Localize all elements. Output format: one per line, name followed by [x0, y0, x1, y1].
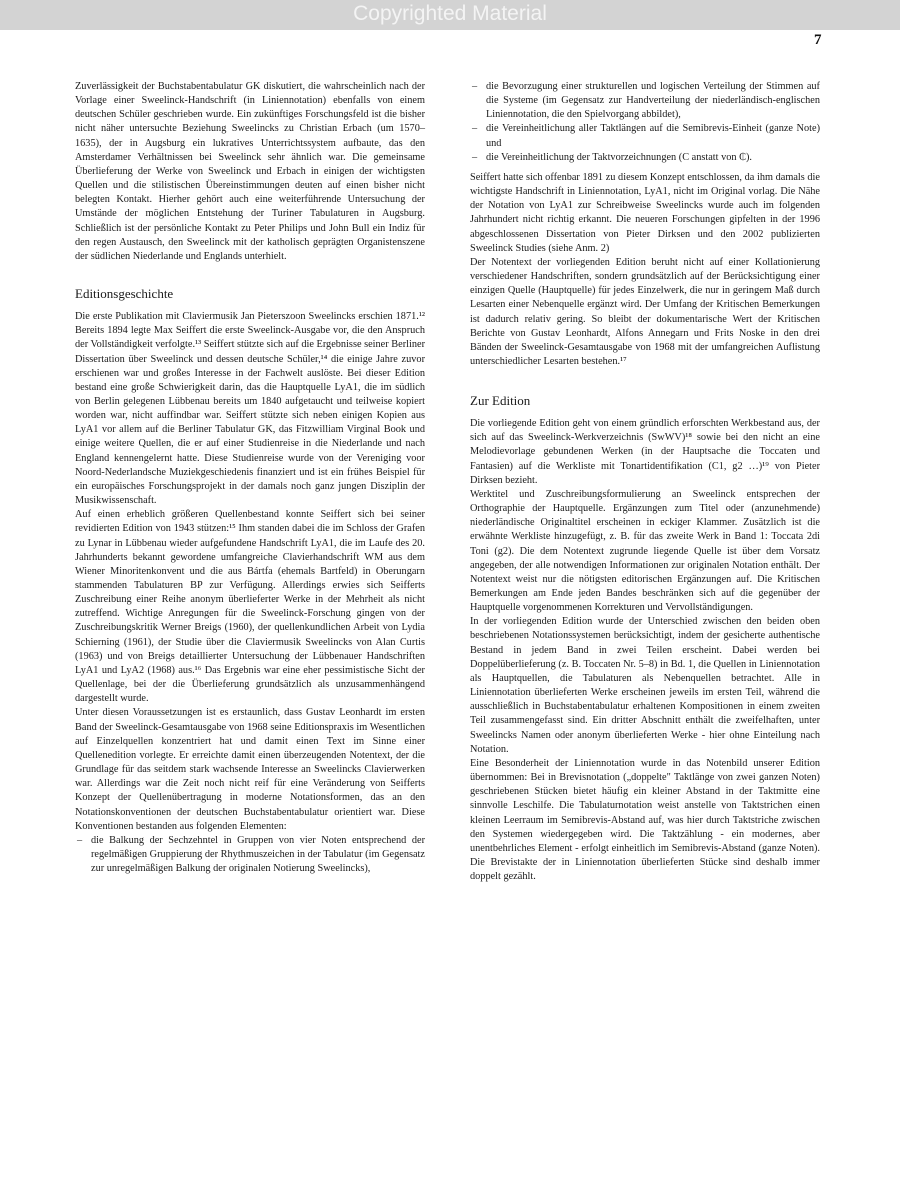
list [75, 834, 425, 876]
right-column [470, 80, 820, 884]
section-heading-editionsgeschichte: Editionsgeschichte [75, 286, 174, 302]
paragraph: Unter diesen Voraussetzungen ist es erstaunlich, dass Gustav Leonhardt im ersten Band der Sweelinck-Gesamtausgabe von 1968 seine Editionspraxis im Wesentlichen auf Einzelquellen konzentriert hat und damit einen Text im Sinne einer Quellenedition vorlegte. Er erreichte damit einen überzeugenden Notentext, der die Grundlage für das seitdem stark wachsende Interesse an Sweelincks Clavierwerken war. Allerdings war die Zeit noch nicht reif für eine Veränderung von Seifferts Konzept der Quellenübertragung in moderne Notationsformen, das an den Notationskonventionen der deutschen Buchstabentabulatur orientiert war. Diese Konventionen bestanden aus folgenden Elementen: [75, 707, 425, 832]
list-item: – die Vereinheitlichung aller Taktlängen auf die Semibrevis-Einheit (ganze Note) und [470, 122, 820, 150]
list [470, 80, 820, 165]
paragraph: Werktitel und Zuschreibungsformulierung an Sweelinck entsprechen der Orthographie der Hauptquelle. Ergänzungen zum Titel oder (anzunehmende) niederländische Originaltitel erscheinen in eckiger Klammer. Zusätzlich ist die erwähnte Werkliste hinzugefügt, z. B. für das zweite Werk in Band 1: Toccata 2di Toni (g2). Die dem Notentext zugrunde liegende Quelle ist über dem Vorsatz angegeben, der alle notwendigen Informationen zur originalen Notation enthält. Der Notentext weist nur die nötigsten editorischen Ergänzungen auf. Die Kritischen Bemerkungen am Ende jeden Bandes beschränken sich auf die gegenüber der Hauptquelle vorgenommenen Korrekturen und Vervollständigungen. [470, 488, 820, 614]
list-item: – die Balkung der Sechzehntel in Gruppen von vier Noten entsprechend der regelmäßigen Gruppierung der Rhythmuszeichen in der Tabulatur (im Gegensatz zur unregelmäßigen Balkung der originalen Notierung Sweelincks), [75, 834, 425, 876]
paragraph: Zuverlässigkeit der Buchstabentabulatur GK diskutiert, die wahrscheinlich nach der Vorlage einer Sweelinck-Handschrift (in Liniennotation) ebenfalls von einem deutschen Schüler geschrieben wurde. Ein zukünftiges Forschungsfeld ist die bisher nicht näher untersuchte Beziehung Sweelincks zu Christian Erbach (um 1570–1635), der in Augsburg ein lukratives Unterrichtssystem aufbaute, das den Amsterdamer Verhältnissen bei Sweelinck sehr ähnlich war. Die gemeinsame Überlieferung der Werke von Sweelinck und Erbach in einigen der wichtigsten Quellen und die stilistischen Übereinstimmungen deuten auf einen bisher nicht belegten Kontakt. Hierher gehört auch eine weiterführende Untersuchung der Umstände der möglichen Entstehung der Turiner Tabulaturen in Augsburg. Schließlich ist der persönliche Kontakt zu Peter Philips und John Bull ein Indiz für den regen Austausch, den Sweelinck mit der katholisch geprägten Organistenszene der südlichen Niederlande und Englands unterhielt. [75, 81, 425, 262]
paragraph: Die vorliegende Edition geht von einem gründlich erforschten Werkbestand aus, der sich auf das Sweelinck-Werkverzeichnis (SwWV)¹⁸ sowie bei den nicht an eine Melodievorlage gebundenen Werken (in der Hauptsache die Toccaten und Fantasien) auf die Werkliste mit Tonartidentifikation (C1, g2 …)¹⁹ von Pieter Dirksen bezieht. [470, 418, 820, 486]
paragraph: In der vorliegenden Edition wurde der Unterschied zwischen den beiden oben beschriebenen Notationssystemen berücksichtigt, indem der gesicherte authentische Bestand in jedem Band in zwei Teilen erscheint. Dabei werden bei Doppelüberlieferung (z. B. Toccaten Nr. 5–8) in Bd. 1, die Quellen in Liniennotation als Hauptquellen, die Tabulaturen als Nebenquellen betrachtet. Alle in Liniennotation überlieferten Werke erscheinen jeweils im ersten Teil, während die ausschließlich in Buchstabentabulatur erhaltenen Kompositionen in einem zweiten Teil zusammengefasst sind. Ein dritter Abschnitt enthält die zweifelhaften, unter Sweelincks Namen oder anonym überlieferten Werke - hier ohne Einteilung nach Notation. [470, 616, 820, 755]
section-heading-zur-edition: Zur Edition [470, 393, 531, 409]
left-column [75, 80, 425, 876]
copyright-text: Copyrighted Material [353, 2, 547, 25]
list-item: – die Bevorzugung einer strukturellen und logischen Verteilung der Stimmen auf die Systeme (im Gegensatz zur Handverteilung der niederländisch-englischen Liniennotation, die den Spielvorgang abbildet), [470, 80, 820, 122]
paragraph: Seiffert hatte sich offenbar 1891 zu diesem Konzept entschlossen, da ihm damals die wichtigste Handschrift in Liniennotation, LyA1, nicht im Original vorlag. Die Nähe der Notation von LyA1 zur Schreibweise Sweelincks wurde auch im folgenden Jahrhundert nicht richtig erkannt. Die neueren Forschungen gipfelten in der 1996 abgeschlossenen Dissertation von Pieter Dirksen und den 2002 publizierten Sweelinck Studies (siehe Anm. 2) [470, 171, 820, 254]
copyright-banner [0, 0, 900, 30]
paragraph: Der Notentext der vorliegenden Edition beruht nicht auf einer Kollationierung verschiedener Handschriften, sondern grundsätzlich auf der Berücksichtigung einer einzigen Quelle (Hauptquelle) für jedes Einzelwerk, die nur in geringem Maß durch Lesarten einer Nebenquelle ergänzt wird. Der Umfang der Kritischen Bemerkungen ist dadurch relativ gering. So bleibt der dokumentarische Wert der Kritischen Berichte von Gustav Leonhardt, Alfons Annegarn und Frits Noske in den drei Bänden der Sweelinck-Gesamtausgabe von 1968 mit der umfangreichen Auflistung unterschiedlicher Lesarten bestehen.¹⁷ [470, 256, 820, 367]
paragraph: Auf einen erheblich größeren Quellenbestand konnte Seiffert sich bei seiner revidierten Edition von 1943 stützen:¹⁵ Ihm standen dabei die im Schloss der Grafen zu Lynar in Lübbenau wieder aufgefundene Handschrift LyA1, die im Laufe des 20. Jahrhunderts bekannt gewordene umfangreiche Clavierhandschrift WM aus dem Wiener Minoritenkonvent und die aus Bártfa (ehemals Bartfeld) in Oberungarn stammenden Tabulaturen BP zur Verfügung. Allerdings erwies sich Seifferts Zuschreibung einer Reihe anonym überlieferter Werke in der Mehrheit als nicht zutreffend. Wichtige Anregungen für die Sweelinck-Forschung gingen von der Zuschreibungskritik Werner Breigs (1960), der quellenkundlichen Arbeit von Lydia Schierning (1961), der Studie über die Claviermusik Sweelincks von Alan Curtis (1963) und von Breigs detaillierter Untersuchung der Lübbenauer Handschriften LyA1 und LyA2 (1968) aus.¹⁶ Das Ergebnis war eine eher pessimistische Sicht der Quellenlage, bei der die Überlieferung grundsätzlich als unzusammenhängend dargestellt wurde. [75, 509, 425, 705]
paragraph: Eine Besonderheit der Liniennotation wurde in das Notenbild unserer Edition übernommen: Bei in Brevisnotation („doppelte" Taktlänge von zwei ganzen Noten) geschriebenen Stücken bietet häufig ein kleiner Abstand in der Taktmitte eine sinnvolle Leschilfe. Die Tabulaturnotation weist anstelle von Taktstrichen einen kleinen Leerraum im Semibrevis-Abstand auf, was hier durch Taktstriche zwischen den Systemen wiedergegeben wird. Die Taktzählung - ein modernes, aber unentbehrliches Element - erfolgt einheitlich im Semibrevis-Abstand (ganze Noten). Die Brevistakte der in Liniennotation überlieferten Stücke sind deshalb immer doppelt gezählt. [470, 757, 820, 883]
list-item: – die Vereinheitlichung der Taktvorzeichnungen (C anstatt von ₵). [470, 151, 820, 165]
paragraph: Die erste Publikation mit Claviermusik Jan Pieterszoon Sweelincks erschien 1871.¹² Bereits 1894 legte Max Seiffert die erste Sweelinck-Ausgabe vor, die den Anspruch der Vollständigkeit verfolgte.¹³ Seiffert stützte sich auf die Ergebnisse seiner Berliner Dissertation über Sweelinck und dessen deutsche Schüler,¹⁴ die einige Jahre zuvor erschienen war und großes Interesse in der Fachwelt auslöste. Bei dieser Edition bestand eine große Schwierigkeit darin, das die Hauptquelle LyA1, die im südlich von Berlin gelegenen Lübbenau bereits um 1840 aufgetaucht und teilweise kopiert worden war, nicht auffindbar war. Seiffert stützte sich neben einigen Kopien aus LyA1 vor allem auf die Berliner Tabulatur GK, das Fitzwilliam Virginal Book und einige weitere Quellen, die er auf einer Studienreise in die Niederlande und nach England kennengelernt hatte. Diese Studienreise wurde von der Vereniging voor Noord-Nederlandsche Muziekgeschiedenis finanziert und ist ein frühes Beispiel für ein europäisches Forschungsprojekt in der damals noch ganz jungen Disziplin der Musikwissenschaft. [75, 311, 425, 507]
page-number: 7 [814, 32, 822, 48]
